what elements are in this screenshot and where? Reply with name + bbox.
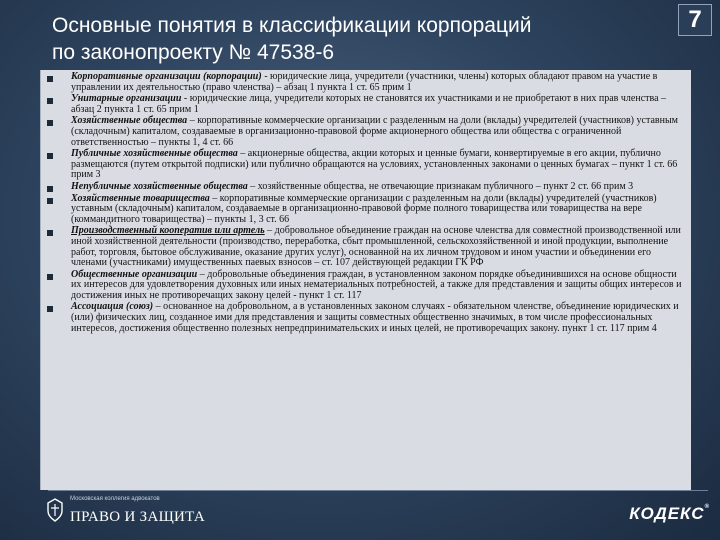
list-item-text: – основанное на добровольном, а в установленных законом случаях - обязательном членстве, объединение юридических и (или) физических лиц, созданное ими для представления и защиты совместных общественно значимых, в том числе профессиональных интересов, достижения общественно полезных непредпринимательских и иных целей, не противоречащих закону. пункт 1 ст. 117 прим 4	[71, 301, 679, 334]
list-item-term: Непубличные хозяйственные общества	[71, 180, 248, 192]
list-item	[41, 226, 689, 268]
kodeks-logo	[629, 504, 710, 524]
square-bullet-icon	[47, 274, 53, 280]
list-item	[41, 302, 689, 334]
law-firm-caption: Московская коллегия адвокатов	[70, 496, 160, 502]
list-item-text: – корпоративные коммерческие организации с разделенным на доли (вклады) учредителей (участников) уставным (складочным) капиталом, создаваемые в организационно-правовой форме акционерного общества или общества с ограниченной ответственностью – пункты 1, 4 ст. 66	[71, 115, 678, 148]
emblem-icon	[46, 498, 64, 522]
list-item-term: Корпоративные организации (корпорации)	[71, 71, 262, 82]
list-item-term: Хозяйственные товарищества	[71, 192, 210, 204]
list-item-text: – добровольные объединения граждан, в установленном законом порядке объединившихся на основе общности их интересов для удовлетворения духовных или иных нематериальных потребностей, а также для представления и защиты общих интересов и достижения иных не противоречащих закону целей - пункт 1 ст. 117	[71, 268, 682, 301]
square-bullet-icon	[47, 76, 53, 82]
slide-footer	[0, 490, 720, 540]
list-item	[41, 72, 689, 93]
list-item	[41, 94, 689, 115]
list-item-text: - юридические лица, учредители (участники, члены) которых обладают правом на участие в управлении их деятельностью (право членства) – абзац 1 пункта 1 ст. 65 прим 1	[71, 71, 658, 93]
slide-title	[52, 12, 652, 66]
list-item-text: – акционерные общества, акции которых и ценные бумаги, конвертируемые в его акции, публично размещаются (путем открытой подписки) или публично обращаются на условиях, установленных законами о ценных бумагах – пункт 1 ст. 66 прим 3	[71, 148, 678, 181]
square-bullet-icon	[47, 120, 53, 126]
list-item-term: Производственный кооператив или артель	[71, 225, 265, 237]
list-item-term: Публичные хозяйственные общества	[71, 148, 238, 160]
square-bullet-icon	[47, 306, 53, 312]
list-item	[41, 194, 689, 226]
square-bullet-icon	[47, 230, 53, 236]
list-item-text: – корпоративные коммерческие организации с разделенным на доли (вклады) учредителей (участников) уставным (складочным) капиталом, создаваемые в организационно-правовой форме полного товарищества или товарищества на вере (коммандитного товарищества) – пункты 1, 3 ст. 66	[71, 192, 657, 225]
slide-title-line-2: по законопроекту № 47538-6	[52, 41, 335, 64]
slide-title-line-1: Основные понятия в классификации корпораций	[52, 14, 532, 37]
square-bullet-icon	[47, 198, 53, 204]
list-item	[41, 116, 689, 148]
law-firm-name: ПРАВО И ЗАЩИТА	[70, 509, 206, 525]
footer-divider	[48, 490, 708, 491]
list-item-term: Хозяйственные общества	[71, 115, 188, 127]
list-item-text: - юридические лица, учредители которых не становятся их участниками и не приобретают в них прав членства – абзац 2 пункта 1 ст. 65 прим 1	[71, 93, 667, 115]
square-bullet-icon	[47, 98, 53, 104]
definitions-list	[41, 70, 691, 334]
square-bullet-icon	[47, 186, 53, 192]
square-bullet-icon	[47, 153, 53, 159]
slide-number-badge: 7	[678, 4, 712, 36]
list-item	[41, 270, 689, 302]
list-item-term: Ассоциация (союз)	[71, 301, 154, 313]
list-item-term: Общественные организации	[71, 268, 198, 280]
list-item-term: Унитарные организации	[71, 93, 182, 105]
law-firm-logo	[46, 496, 205, 526]
content-panel	[40, 70, 691, 490]
kodeks-logo-text: КОДЕКС	[629, 504, 705, 523]
registered-mark: ®	[704, 504, 710, 510]
list-item-text: – хозяйственные общества, не отвечающие признакам публичного – пункт 2 ст. 66 прим 3	[247, 180, 634, 192]
list-item	[41, 149, 689, 181]
list-item-text: – добровольное объединение граждан на основе членства для совместной производственной или иной хозяйственной деятельности (производство, переработка, сбыт промышленной, сельскохозяйственной и иной продукции, выполнение работ, торговля, бытовое обслуживание, оказание других услуг), основанной на их личном трудовом и ином участии и объединении его членами (участниками) имущественных паевых взносов – ст. 107 действующей редакции ГК РФ	[71, 225, 681, 269]
list-item	[41, 182, 689, 193]
